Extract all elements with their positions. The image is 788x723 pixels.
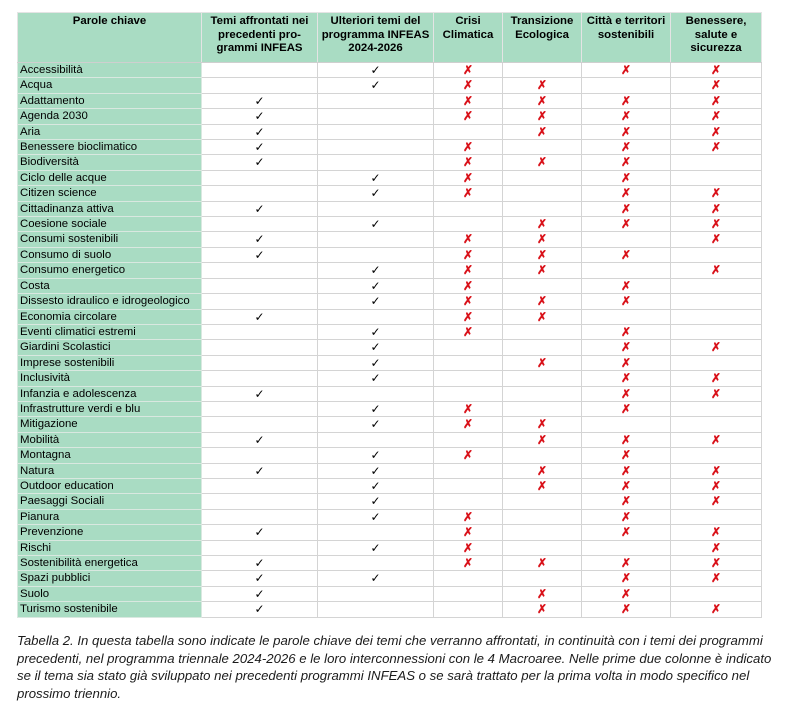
keyword-cell: Acqua xyxy=(18,78,202,93)
cross-mark: ✗ xyxy=(503,586,582,601)
cross-mark: ✗ xyxy=(671,109,762,124)
table-row xyxy=(18,278,762,293)
keyword-cell: Outdoor education xyxy=(18,478,202,493)
keyword-cell: Natura xyxy=(18,463,202,478)
cross-mark: ✗ xyxy=(503,309,582,324)
empty-cell xyxy=(671,170,762,185)
empty-cell xyxy=(318,247,434,262)
keyword-cell: Turismo sostenibile xyxy=(18,602,202,617)
cross-mark: ✗ xyxy=(582,155,671,170)
cross-mark: ✗ xyxy=(582,140,671,155)
table-row xyxy=(18,201,762,216)
cross-mark: ✗ xyxy=(582,340,671,355)
table-row xyxy=(18,448,762,463)
cross-mark: ✗ xyxy=(671,371,762,386)
keyword-cell: Aria xyxy=(18,124,202,139)
cross-mark: ✗ xyxy=(582,602,671,617)
keyword-cell: Suolo xyxy=(18,586,202,601)
cross-mark: ✗ xyxy=(671,63,762,78)
empty-cell xyxy=(582,263,671,278)
cross-mark: ✗ xyxy=(582,355,671,370)
cross-mark: ✗ xyxy=(671,540,762,555)
cross-mark: ✗ xyxy=(434,247,503,262)
cross-mark: ✗ xyxy=(434,263,503,278)
cross-mark: ✗ xyxy=(434,155,503,170)
cross-mark: ✗ xyxy=(582,201,671,216)
cross-mark: ✗ xyxy=(582,324,671,339)
table-row xyxy=(18,324,762,339)
table-row xyxy=(18,124,762,139)
table-row xyxy=(18,78,762,93)
empty-cell xyxy=(318,232,434,247)
cross-mark: ✗ xyxy=(671,494,762,509)
cross-mark: ✗ xyxy=(503,463,582,478)
cross-mark: ✗ xyxy=(503,478,582,493)
table-row xyxy=(18,63,762,78)
header-previous-programs: Temi affrontati nei precedenti pro-grammi INFEAS xyxy=(202,13,318,63)
table-row xyxy=(18,478,762,493)
header-sustainable-cities: Città e territori sostenibili xyxy=(582,13,671,63)
empty-cell xyxy=(671,278,762,293)
keyword-cell: Biodiversità xyxy=(18,155,202,170)
empty-cell xyxy=(582,232,671,247)
cross-mark: ✗ xyxy=(434,540,503,555)
empty-cell xyxy=(434,124,503,139)
check-mark: ✓ xyxy=(318,448,434,463)
empty-cell xyxy=(434,432,503,447)
empty-cell xyxy=(503,278,582,293)
cross-mark: ✗ xyxy=(582,247,671,262)
cross-mark: ✗ xyxy=(434,78,503,93)
empty-cell xyxy=(503,401,582,416)
empty-cell xyxy=(202,509,318,524)
header-new-topics: Ulteriori temi del programma INFEAS 2024-2026 xyxy=(318,13,434,63)
empty-cell xyxy=(202,170,318,185)
keyword-cell: Ciclo delle acque xyxy=(18,170,202,185)
keyword-cell: Benessere bioclimatico xyxy=(18,140,202,155)
cross-mark: ✗ xyxy=(434,140,503,155)
empty-cell xyxy=(582,417,671,432)
check-mark: ✓ xyxy=(202,556,318,571)
header-keywords: Parole chiave xyxy=(18,13,202,63)
empty-cell xyxy=(503,170,582,185)
keyword-cell: Eventi climatici estremi xyxy=(18,324,202,339)
keyword-cell: Rischi xyxy=(18,540,202,555)
empty-cell xyxy=(503,540,582,555)
empty-cell xyxy=(503,371,582,386)
check-mark: ✓ xyxy=(318,401,434,416)
keyword-cell: Infanzia e adolescenza xyxy=(18,386,202,401)
empty-cell xyxy=(318,386,434,401)
empty-cell xyxy=(503,509,582,524)
empty-cell xyxy=(202,324,318,339)
empty-cell xyxy=(202,494,318,509)
empty-cell xyxy=(434,478,503,493)
keyword-cell: Consumo energetico xyxy=(18,263,202,278)
cross-mark: ✗ xyxy=(434,417,503,432)
table-row xyxy=(18,571,762,586)
empty-cell xyxy=(202,78,318,93)
cross-mark: ✗ xyxy=(503,602,582,617)
empty-cell xyxy=(503,494,582,509)
check-mark: ✓ xyxy=(318,263,434,278)
table-row xyxy=(18,232,762,247)
cross-mark: ✗ xyxy=(503,155,582,170)
cross-mark: ✗ xyxy=(503,355,582,370)
empty-cell xyxy=(318,93,434,108)
keywords-table xyxy=(17,12,762,618)
empty-cell xyxy=(503,140,582,155)
keyword-cell: Consumo di suolo xyxy=(18,247,202,262)
check-mark: ✓ xyxy=(318,278,434,293)
empty-cell xyxy=(503,63,582,78)
keyword-cell: Mitigazione xyxy=(18,417,202,432)
check-mark: ✓ xyxy=(318,509,434,524)
keyword-cell: Giardini Scolastici xyxy=(18,340,202,355)
cross-mark: ✗ xyxy=(503,417,582,432)
cross-mark: ✗ xyxy=(671,478,762,493)
empty-cell xyxy=(503,386,582,401)
check-mark: ✓ xyxy=(202,155,318,170)
cross-mark: ✗ xyxy=(434,278,503,293)
check-mark: ✓ xyxy=(318,494,434,509)
empty-cell xyxy=(671,355,762,370)
table-row xyxy=(18,309,762,324)
cross-mark: ✗ xyxy=(503,124,582,139)
table-row xyxy=(18,509,762,524)
empty-cell xyxy=(202,540,318,555)
check-mark: ✓ xyxy=(318,571,434,586)
cross-mark: ✗ xyxy=(503,217,582,232)
empty-cell xyxy=(671,417,762,432)
empty-cell xyxy=(671,309,762,324)
cross-mark: ✗ xyxy=(503,263,582,278)
table-row xyxy=(18,217,762,232)
check-mark: ✓ xyxy=(318,463,434,478)
table-row xyxy=(18,556,762,571)
cross-mark: ✗ xyxy=(582,93,671,108)
keyword-cell: Pianura xyxy=(18,509,202,524)
table-row xyxy=(18,140,762,155)
cross-mark: ✗ xyxy=(434,93,503,108)
check-mark: ✓ xyxy=(202,109,318,124)
empty-cell xyxy=(434,494,503,509)
check-mark: ✓ xyxy=(202,386,318,401)
cross-mark: ✗ xyxy=(434,232,503,247)
cross-mark: ✗ xyxy=(503,294,582,309)
empty-cell xyxy=(434,602,503,617)
table-row xyxy=(18,602,762,617)
cross-mark: ✗ xyxy=(582,278,671,293)
header-wellbeing: Benessere, salute e sicurezza xyxy=(671,13,762,63)
table-row xyxy=(18,417,762,432)
empty-cell xyxy=(671,324,762,339)
cross-mark: ✗ xyxy=(582,294,671,309)
cross-mark: ✗ xyxy=(582,371,671,386)
cross-mark: ✗ xyxy=(503,78,582,93)
cross-mark: ✗ xyxy=(434,525,503,540)
cross-mark: ✗ xyxy=(582,63,671,78)
keyword-cell: Agenda 2030 xyxy=(18,109,202,124)
check-mark: ✓ xyxy=(318,417,434,432)
check-mark: ✓ xyxy=(202,140,318,155)
table-row xyxy=(18,109,762,124)
empty-cell xyxy=(318,556,434,571)
keyword-cell: Citizen science xyxy=(18,186,202,201)
check-mark: ✓ xyxy=(202,463,318,478)
table-row xyxy=(18,247,762,262)
empty-cell xyxy=(202,401,318,416)
cross-mark: ✗ xyxy=(671,263,762,278)
cross-mark: ✗ xyxy=(503,93,582,108)
check-mark: ✓ xyxy=(202,232,318,247)
table-caption: Tabella 2. In questa tabella sono indicate le parole chiave dei temi che verranno affrontati, in continuità con i temi dei programmi precedenti, nel programma triennale 2024-2026 e le loro interconnessioni con le 4 Macroaree. Nelle prime due colonne è indicato se il tema sia stato già sviluppato nei precedenti programmi INFEAS o se sarà trattato per la prima volta in modo specifico nel prossimo triennio. xyxy=(17,633,772,701)
empty-cell xyxy=(671,294,762,309)
cross-mark: ✗ xyxy=(582,124,671,139)
empty-cell xyxy=(671,155,762,170)
cross-mark: ✗ xyxy=(582,170,671,185)
empty-cell xyxy=(202,417,318,432)
empty-cell xyxy=(318,124,434,139)
header-ecological-transition: Transizione Ecologica xyxy=(503,13,582,63)
empty-cell xyxy=(202,340,318,355)
cross-mark: ✗ xyxy=(582,432,671,447)
empty-cell xyxy=(318,525,434,540)
keyword-cell: Infrastrutture verdi e blu xyxy=(18,401,202,416)
keyword-cell: Consumi sostenibili xyxy=(18,232,202,247)
cross-mark: ✗ xyxy=(582,494,671,509)
empty-cell xyxy=(318,432,434,447)
cross-mark: ✗ xyxy=(671,463,762,478)
cross-mark: ✗ xyxy=(434,309,503,324)
check-mark: ✓ xyxy=(202,93,318,108)
check-mark: ✓ xyxy=(318,371,434,386)
cross-mark: ✗ xyxy=(671,232,762,247)
check-mark: ✓ xyxy=(318,63,434,78)
cross-mark: ✗ xyxy=(582,217,671,232)
cross-mark: ✗ xyxy=(582,478,671,493)
cross-mark: ✗ xyxy=(582,509,671,524)
empty-cell xyxy=(434,355,503,370)
check-mark: ✓ xyxy=(318,540,434,555)
cross-mark: ✗ xyxy=(434,401,503,416)
empty-cell xyxy=(202,63,318,78)
keyword-cell: Economia circolare xyxy=(18,309,202,324)
empty-cell xyxy=(503,324,582,339)
empty-cell xyxy=(318,309,434,324)
empty-cell xyxy=(202,355,318,370)
empty-cell xyxy=(434,201,503,216)
empty-cell xyxy=(582,78,671,93)
empty-cell xyxy=(318,155,434,170)
cross-mark: ✗ xyxy=(582,448,671,463)
empty-cell xyxy=(503,340,582,355)
empty-cell xyxy=(318,140,434,155)
cross-mark: ✗ xyxy=(434,186,503,201)
cross-mark: ✗ xyxy=(671,602,762,617)
table-row xyxy=(18,355,762,370)
cross-mark: ✗ xyxy=(582,186,671,201)
empty-cell xyxy=(202,186,318,201)
check-mark: ✓ xyxy=(318,355,434,370)
table-row xyxy=(18,586,762,601)
header-climate-crisis: Crisi Climatica xyxy=(434,13,503,63)
cross-mark: ✗ xyxy=(434,109,503,124)
cross-mark: ✗ xyxy=(434,170,503,185)
cross-mark: ✗ xyxy=(503,247,582,262)
cross-mark: ✗ xyxy=(434,324,503,339)
empty-cell xyxy=(671,586,762,601)
cross-mark: ✗ xyxy=(582,525,671,540)
table-row xyxy=(18,371,762,386)
check-mark: ✓ xyxy=(202,201,318,216)
cross-mark: ✗ xyxy=(503,556,582,571)
cross-mark: ✗ xyxy=(671,571,762,586)
cross-mark: ✗ xyxy=(503,432,582,447)
empty-cell xyxy=(202,217,318,232)
check-mark: ✓ xyxy=(318,217,434,232)
empty-cell xyxy=(582,309,671,324)
empty-cell xyxy=(202,478,318,493)
check-mark: ✓ xyxy=(318,170,434,185)
cross-mark: ✗ xyxy=(582,586,671,601)
check-mark: ✓ xyxy=(318,186,434,201)
empty-cell xyxy=(202,448,318,463)
table-row xyxy=(18,432,762,447)
table-row xyxy=(18,170,762,185)
cross-mark: ✗ xyxy=(671,556,762,571)
check-mark: ✓ xyxy=(202,571,318,586)
check-mark: ✓ xyxy=(202,525,318,540)
cross-mark: ✗ xyxy=(671,186,762,201)
table-body xyxy=(18,63,762,618)
empty-cell xyxy=(434,386,503,401)
check-mark: ✓ xyxy=(318,478,434,493)
empty-cell xyxy=(671,448,762,463)
cross-mark: ✗ xyxy=(671,124,762,139)
empty-cell xyxy=(671,509,762,524)
cross-mark: ✗ xyxy=(434,63,503,78)
table-row xyxy=(18,386,762,401)
table-row xyxy=(18,340,762,355)
cross-mark: ✗ xyxy=(671,432,762,447)
keyword-cell: Adattamento xyxy=(18,93,202,108)
table-row xyxy=(18,93,762,108)
cross-mark: ✗ xyxy=(503,232,582,247)
cross-mark: ✗ xyxy=(671,201,762,216)
cross-mark: ✗ xyxy=(671,386,762,401)
empty-cell xyxy=(434,463,503,478)
cross-mark: ✗ xyxy=(434,294,503,309)
cross-mark: ✗ xyxy=(582,401,671,416)
keyword-cell: Montagna xyxy=(18,448,202,463)
keyword-cell: Spazi pubblici xyxy=(18,571,202,586)
empty-cell xyxy=(434,571,503,586)
check-mark: ✓ xyxy=(202,586,318,601)
keyword-cell: Costa xyxy=(18,278,202,293)
cross-mark: ✗ xyxy=(582,556,671,571)
cross-mark: ✗ xyxy=(671,340,762,355)
empty-cell xyxy=(503,571,582,586)
check-mark: ✓ xyxy=(202,602,318,617)
keyword-cell: Prevenzione xyxy=(18,525,202,540)
table-row xyxy=(18,401,762,416)
check-mark: ✓ xyxy=(202,309,318,324)
table-row xyxy=(18,155,762,170)
keyword-cell: Imprese sostenibili xyxy=(18,355,202,370)
keyword-cell: Coesione sociale xyxy=(18,217,202,232)
empty-cell xyxy=(671,247,762,262)
keyword-cell: Mobilità xyxy=(18,432,202,447)
check-mark: ✓ xyxy=(202,247,318,262)
cross-mark: ✗ xyxy=(671,93,762,108)
cross-mark: ✗ xyxy=(582,386,671,401)
keyword-cell: Paesaggi Sociali xyxy=(18,494,202,509)
keyword-cell: Inclusività xyxy=(18,371,202,386)
keyword-cell: Accessibilità xyxy=(18,63,202,78)
check-mark: ✓ xyxy=(318,78,434,93)
empty-cell xyxy=(503,186,582,201)
cross-mark: ✗ xyxy=(434,509,503,524)
empty-cell xyxy=(434,340,503,355)
empty-cell xyxy=(318,602,434,617)
cross-mark: ✗ xyxy=(671,140,762,155)
empty-cell xyxy=(202,278,318,293)
empty-cell xyxy=(318,201,434,216)
check-mark: ✓ xyxy=(202,124,318,139)
empty-cell xyxy=(671,401,762,416)
cross-mark: ✗ xyxy=(671,525,762,540)
cross-mark: ✗ xyxy=(582,463,671,478)
check-mark: ✓ xyxy=(318,324,434,339)
empty-cell xyxy=(318,109,434,124)
cross-mark: ✗ xyxy=(582,109,671,124)
empty-cell xyxy=(434,217,503,232)
check-mark: ✓ xyxy=(202,432,318,447)
empty-cell xyxy=(202,294,318,309)
cross-mark: ✗ xyxy=(671,217,762,232)
cross-mark: ✗ xyxy=(671,78,762,93)
keyword-cell: Cittadinanza attiva xyxy=(18,201,202,216)
empty-cell xyxy=(202,263,318,278)
table-row xyxy=(18,525,762,540)
table-row xyxy=(18,294,762,309)
cross-mark: ✗ xyxy=(582,571,671,586)
table-row xyxy=(18,494,762,509)
empty-cell xyxy=(434,371,503,386)
cross-mark: ✗ xyxy=(434,556,503,571)
table-row xyxy=(18,540,762,555)
cross-mark: ✗ xyxy=(503,109,582,124)
empty-cell xyxy=(503,201,582,216)
table-header xyxy=(18,13,762,63)
empty-cell xyxy=(503,525,582,540)
table-row xyxy=(18,263,762,278)
table-row xyxy=(18,463,762,478)
check-mark: ✓ xyxy=(318,340,434,355)
table-row xyxy=(18,186,762,201)
keyword-cell: Sostenibilità energetica xyxy=(18,556,202,571)
empty-cell xyxy=(318,586,434,601)
empty-cell xyxy=(582,540,671,555)
cross-mark: ✗ xyxy=(434,448,503,463)
empty-cell xyxy=(434,586,503,601)
check-mark: ✓ xyxy=(318,294,434,309)
empty-cell xyxy=(503,448,582,463)
keyword-cell: Dissesto idraulico e idrogeologico xyxy=(18,294,202,309)
empty-cell xyxy=(202,371,318,386)
